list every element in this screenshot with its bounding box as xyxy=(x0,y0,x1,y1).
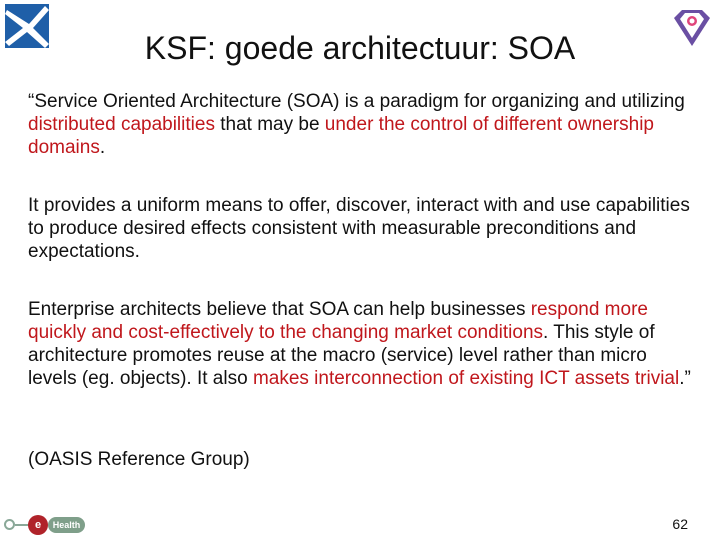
ehealth-logo xyxy=(4,512,84,538)
paragraph-text: .” xyxy=(679,368,691,389)
paragraph-source xyxy=(28,448,700,471)
page-number: 62 xyxy=(672,516,688,532)
highlight-text: respond more quickly and cost-effectively to the changing market conditions xyxy=(28,299,648,343)
paragraph-text: Enterprise architects believe that SOA can help businesses xyxy=(28,299,531,320)
open-circle-icon xyxy=(4,519,15,530)
connector-line xyxy=(15,524,29,526)
paragraph-text: that may be xyxy=(214,114,325,135)
paragraph-enterprise-architects xyxy=(28,298,700,390)
highlight-text: makes interconnection of existing ICT assets trivial xyxy=(252,368,680,389)
health-badge: Health xyxy=(48,517,85,533)
source-citation: (OASIS Reference Group) xyxy=(28,449,250,470)
slide-title: KSF: goede architectuur: SOA xyxy=(144,30,576,66)
paragraph-text: It provides a uniform means to offer, discover, interact with and use capabilities to produce desired effects consistent with measurable preconditions and expectations. xyxy=(28,195,690,262)
paragraph-text: . xyxy=(99,137,106,158)
paragraph-soa-definition xyxy=(28,90,700,159)
paragraph-uniform-means xyxy=(28,194,700,263)
paragraph-text: “Service Oriented Architecture (SOA) is a paradigm for organizing and utilizing xyxy=(28,91,685,112)
e-badge: e xyxy=(28,515,48,535)
highlight-text: under the control of different ownership domains xyxy=(28,114,654,158)
highlight-text: distributed capabilities xyxy=(28,114,215,135)
paragraph-text: . This style of architecture promotes reuse at the macro (service) level rather than micro levels (eg. objects). It also xyxy=(28,322,655,389)
